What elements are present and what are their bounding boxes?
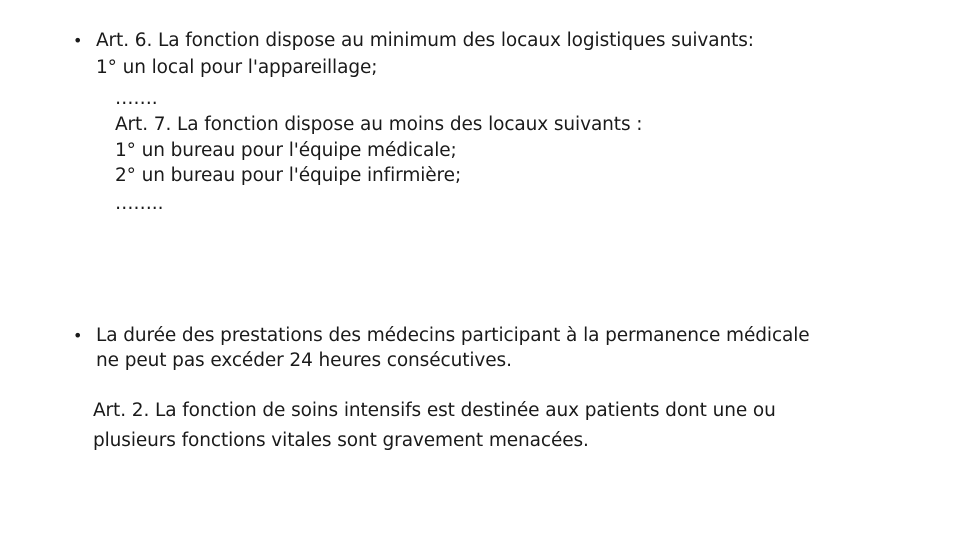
art2-line-1: Art. 2. La fonction de soins intensifs est destinée aux patients dont une ou: [93, 400, 776, 421]
permanence-line-2: ne peut pas excéder 24 heures consécutives.: [96, 350, 512, 371]
permanence-line-1: La durée des prestations des médecins participant à la permanence médicale: [96, 325, 810, 346]
bullet-marker-2: •: [73, 326, 83, 345]
art6-heading: Art. 6. La fonction dispose au minimum des locaux logistiques suivants:: [96, 30, 754, 51]
art7-item-1: 1° un bureau pour l'équipe médicale;: [115, 140, 457, 161]
art7-heading: Art. 7. La fonction dispose au moins des locaux suivants :: [115, 114, 643, 135]
art2-line-2: plusieurs fonctions vitales sont gravement menacées.: [93, 430, 589, 451]
bullet-marker-1: •: [73, 31, 83, 50]
art7-ellipsis: ……..: [115, 193, 164, 214]
art7-item-2: 2° un bureau pour l'équipe infirmière;: [115, 165, 462, 186]
art6-ellipsis: …….: [115, 88, 158, 109]
art6-item-1: 1° un local pour l'appareillage;: [96, 57, 378, 78]
